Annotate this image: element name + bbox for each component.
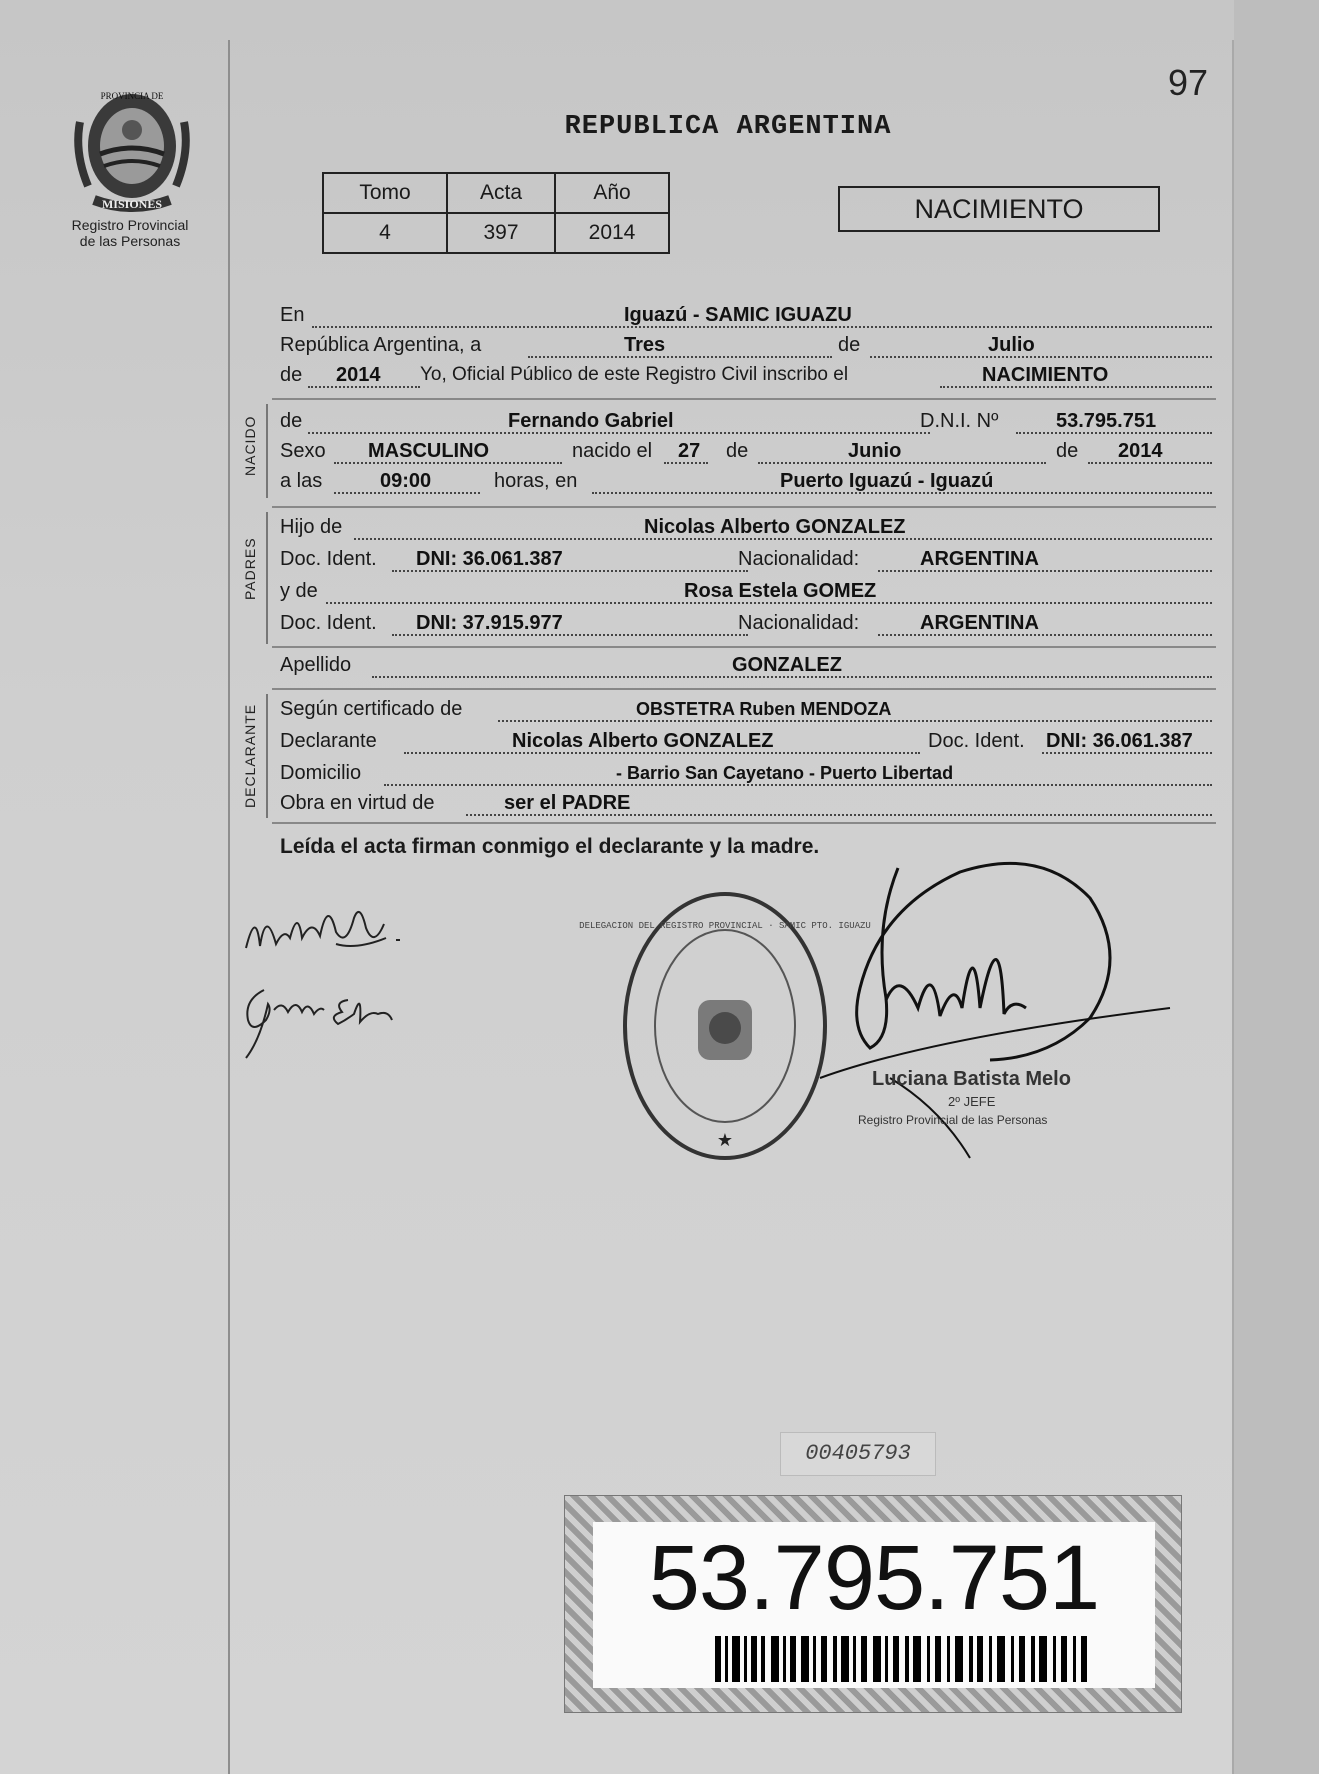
reading-statement: Leída el acta firman conmigo el declarante y la madre. — [280, 835, 820, 858]
value-mother-doc: DNI: 37.915.977 — [416, 612, 563, 634]
label-doc-ident: Doc. Ident. — [280, 548, 377, 570]
dotted-line — [384, 784, 1212, 786]
header-tomo: Tomo — [323, 173, 447, 213]
official-title: 2º JEFE — [948, 1094, 996, 1109]
row-sexo — [280, 440, 1212, 464]
label-en: En — [280, 304, 305, 326]
registry-label-line1: Registro Provincial — [71, 217, 189, 233]
value-dni: 53.795.751 — [1056, 410, 1157, 432]
record-type-box: NACIMIENTO — [838, 186, 1160, 232]
row-nacido-name — [280, 410, 1212, 434]
header-anio: Año — [555, 173, 669, 213]
registry-label — [40, 217, 220, 249]
dotted-line — [528, 356, 832, 358]
country-title: REPUBLICA ARGENTINA — [564, 112, 892, 142]
dotted-line — [592, 492, 1212, 494]
label-republica: República Argentina, a — [280, 334, 482, 356]
dotted-line — [664, 462, 708, 464]
label-domicilio: Domicilio — [280, 762, 362, 784]
row-declarante — [280, 730, 1212, 754]
dotted-line — [372, 676, 1212, 678]
section-separator — [272, 646, 1216, 648]
section-label-declarante: DECLARANTE — [242, 703, 258, 808]
dotted-line — [326, 602, 1212, 604]
barcode-icon — [715, 1636, 1087, 1682]
dotted-line — [870, 356, 1212, 358]
label-de-2: de — [1056, 440, 1079, 462]
label-nacido-de: de — [280, 410, 303, 432]
value-day: Tres — [624, 334, 666, 356]
value-tomo: 4 — [323, 213, 447, 253]
dotted-line — [1042, 752, 1212, 754]
row-hora-lugar — [280, 470, 1212, 494]
value-mother-name: Rosa Estela GOMEZ — [684, 580, 877, 602]
row-mother-doc — [280, 612, 1212, 636]
row-segun — [280, 698, 1212, 722]
value-en: Iguazú - SAMIC IGUAZU — [624, 304, 852, 326]
right-margin-line — [1232, 40, 1234, 1774]
value-child-name: Fernando Gabriel — [508, 410, 674, 432]
value-certificado: OBSTETRA Ruben MENDOZA — [636, 699, 892, 719]
label-de: de — [838, 334, 861, 356]
value-birth-year: 2014 — [1118, 440, 1163, 462]
label-nacido-el: nacido el — [572, 440, 653, 462]
dotted-line — [404, 752, 920, 754]
value-birth-month: Junio — [848, 440, 902, 462]
record-table-header-row — [323, 173, 669, 213]
dotted-line — [392, 570, 748, 572]
label-declarante: Declarante — [280, 730, 377, 752]
label-segun-certificado: Según certificado de — [280, 698, 463, 720]
row-father-doc — [280, 548, 1212, 572]
svg-text:★: ★ — [716, 1130, 734, 1150]
dotted-line — [392, 634, 748, 636]
registry-label-line2: de las Personas — [79, 233, 181, 249]
value-sexo: MASCULINO — [368, 440, 490, 462]
section-bracket-nacido — [266, 404, 268, 498]
seal-text-bottom: MISIONES — [101, 197, 163, 211]
record-table-value-row — [323, 213, 669, 253]
value-father-name: Nicolas Alberto GONZALEZ — [644, 516, 906, 538]
row-year — [280, 364, 1212, 388]
row-republica — [280, 334, 1212, 358]
section-bracket-padres — [266, 512, 268, 644]
label-apellido: Apellido — [280, 654, 352, 676]
declarant-signature — [236, 888, 436, 968]
left-margin-line — [228, 40, 230, 1774]
row-apellido — [280, 654, 1212, 678]
value-month: Julio — [988, 334, 1035, 356]
label-y-de: y de — [280, 580, 318, 602]
value-birth-day: 27 — [678, 440, 701, 462]
header-acta: Acta — [447, 173, 555, 213]
label-de-1: de — [726, 440, 749, 462]
dotted-line — [498, 720, 1212, 722]
dotted-line — [308, 432, 930, 434]
label-doc-ident: Doc. Ident. — [928, 730, 1025, 752]
label-sexo: Sexo — [280, 440, 326, 462]
section-bracket-declarante — [266, 694, 268, 818]
official-registry: Registro Provincial de las Personas — [858, 1113, 1048, 1127]
dotted-line — [878, 570, 1212, 572]
value-obra: ser el PADRE — [504, 792, 631, 814]
dotted-line — [1016, 432, 1212, 434]
value-domicilio: - Barrio San Cayetano - Puerto Libertad — [616, 763, 954, 783]
folio-number: 97 — [1168, 62, 1209, 103]
dotted-line — [758, 462, 1046, 464]
dotted-line — [466, 814, 1212, 816]
value-father-doc: DNI: 36.061.387 — [416, 548, 563, 570]
stamp-text: DELEGACION DEL REGISTRO PROVINCIAL · SAMIC PTO. IGUAZU — [579, 921, 871, 931]
label-hijo-de: Hijo de — [280, 516, 343, 538]
value-declarante-doc: DNI: 36.061.387 — [1046, 730, 1193, 752]
page-edge-strip — [1234, 0, 1319, 1774]
value-anio: 2014 — [555, 213, 669, 253]
label-obra-en-virtud: Obra en virtud de — [280, 792, 435, 814]
section-separator — [272, 506, 1216, 508]
section-label-padres: PADRES — [242, 537, 258, 600]
section-separator — [272, 822, 1216, 824]
dotted-line — [312, 326, 1212, 328]
value-father-nationality: ARGENTINA — [920, 548, 1039, 570]
dotted-line — [354, 538, 1212, 540]
dni-sticker-number: 53.795.751 — [648, 1527, 1100, 1629]
serial-number: 00405793 — [780, 1432, 936, 1476]
dni-sticker-label — [593, 1522, 1155, 1688]
row-obra — [280, 792, 1212, 816]
record-table — [322, 172, 670, 254]
value-time: 09:00 — [380, 470, 432, 492]
value-declarante: Nicolas Alberto GONZALEZ — [512, 730, 774, 752]
coat-of-arms-icon — [70, 82, 194, 214]
label-a-las: a las — [280, 470, 323, 492]
dotted-line — [878, 634, 1212, 636]
section-label-nacido: NACIDO — [242, 415, 258, 476]
value-acta: 397 — [447, 213, 555, 253]
value-mother-nationality: ARGENTINA — [920, 612, 1039, 634]
value-birth-place: Puerto Iguazú - Iguazú — [780, 470, 994, 492]
dotted-line — [940, 386, 1212, 388]
value-inscribe: NACIMIENTO — [982, 364, 1109, 386]
row-y-de — [280, 580, 1212, 604]
row-domicilio — [280, 762, 1212, 786]
section-separator — [272, 398, 1216, 400]
value-apellido: GONZALEZ — [732, 654, 842, 676]
label-year-de: de — [280, 364, 303, 386]
row-hijo-de — [280, 516, 1212, 540]
label-dni: D.N.I. Nº — [920, 410, 999, 432]
value-year: 2014 — [336, 364, 381, 386]
dotted-line — [1088, 462, 1212, 464]
official-name: Luciana Batista Melo — [872, 1068, 1071, 1090]
dni-sticker — [564, 1495, 1182, 1713]
label-nacionalidad: Nacionalidad: — [738, 612, 860, 634]
label-nacionalidad: Nacionalidad: — [738, 548, 860, 570]
label-horas-en: horas, en — [494, 470, 578, 492]
dotted-line — [308, 386, 420, 388]
row-en — [280, 304, 1212, 328]
dotted-line — [334, 492, 480, 494]
section-separator — [272, 688, 1216, 690]
label-doc-ident: Doc. Ident. — [280, 612, 377, 634]
dotted-line — [334, 462, 562, 464]
label-oficial: Yo, Oficial Público de este Registro Civil inscribo el — [420, 364, 849, 385]
seal-text-top: PROVINCIA DE — [100, 91, 164, 101]
mother-signature — [238, 970, 418, 1060]
